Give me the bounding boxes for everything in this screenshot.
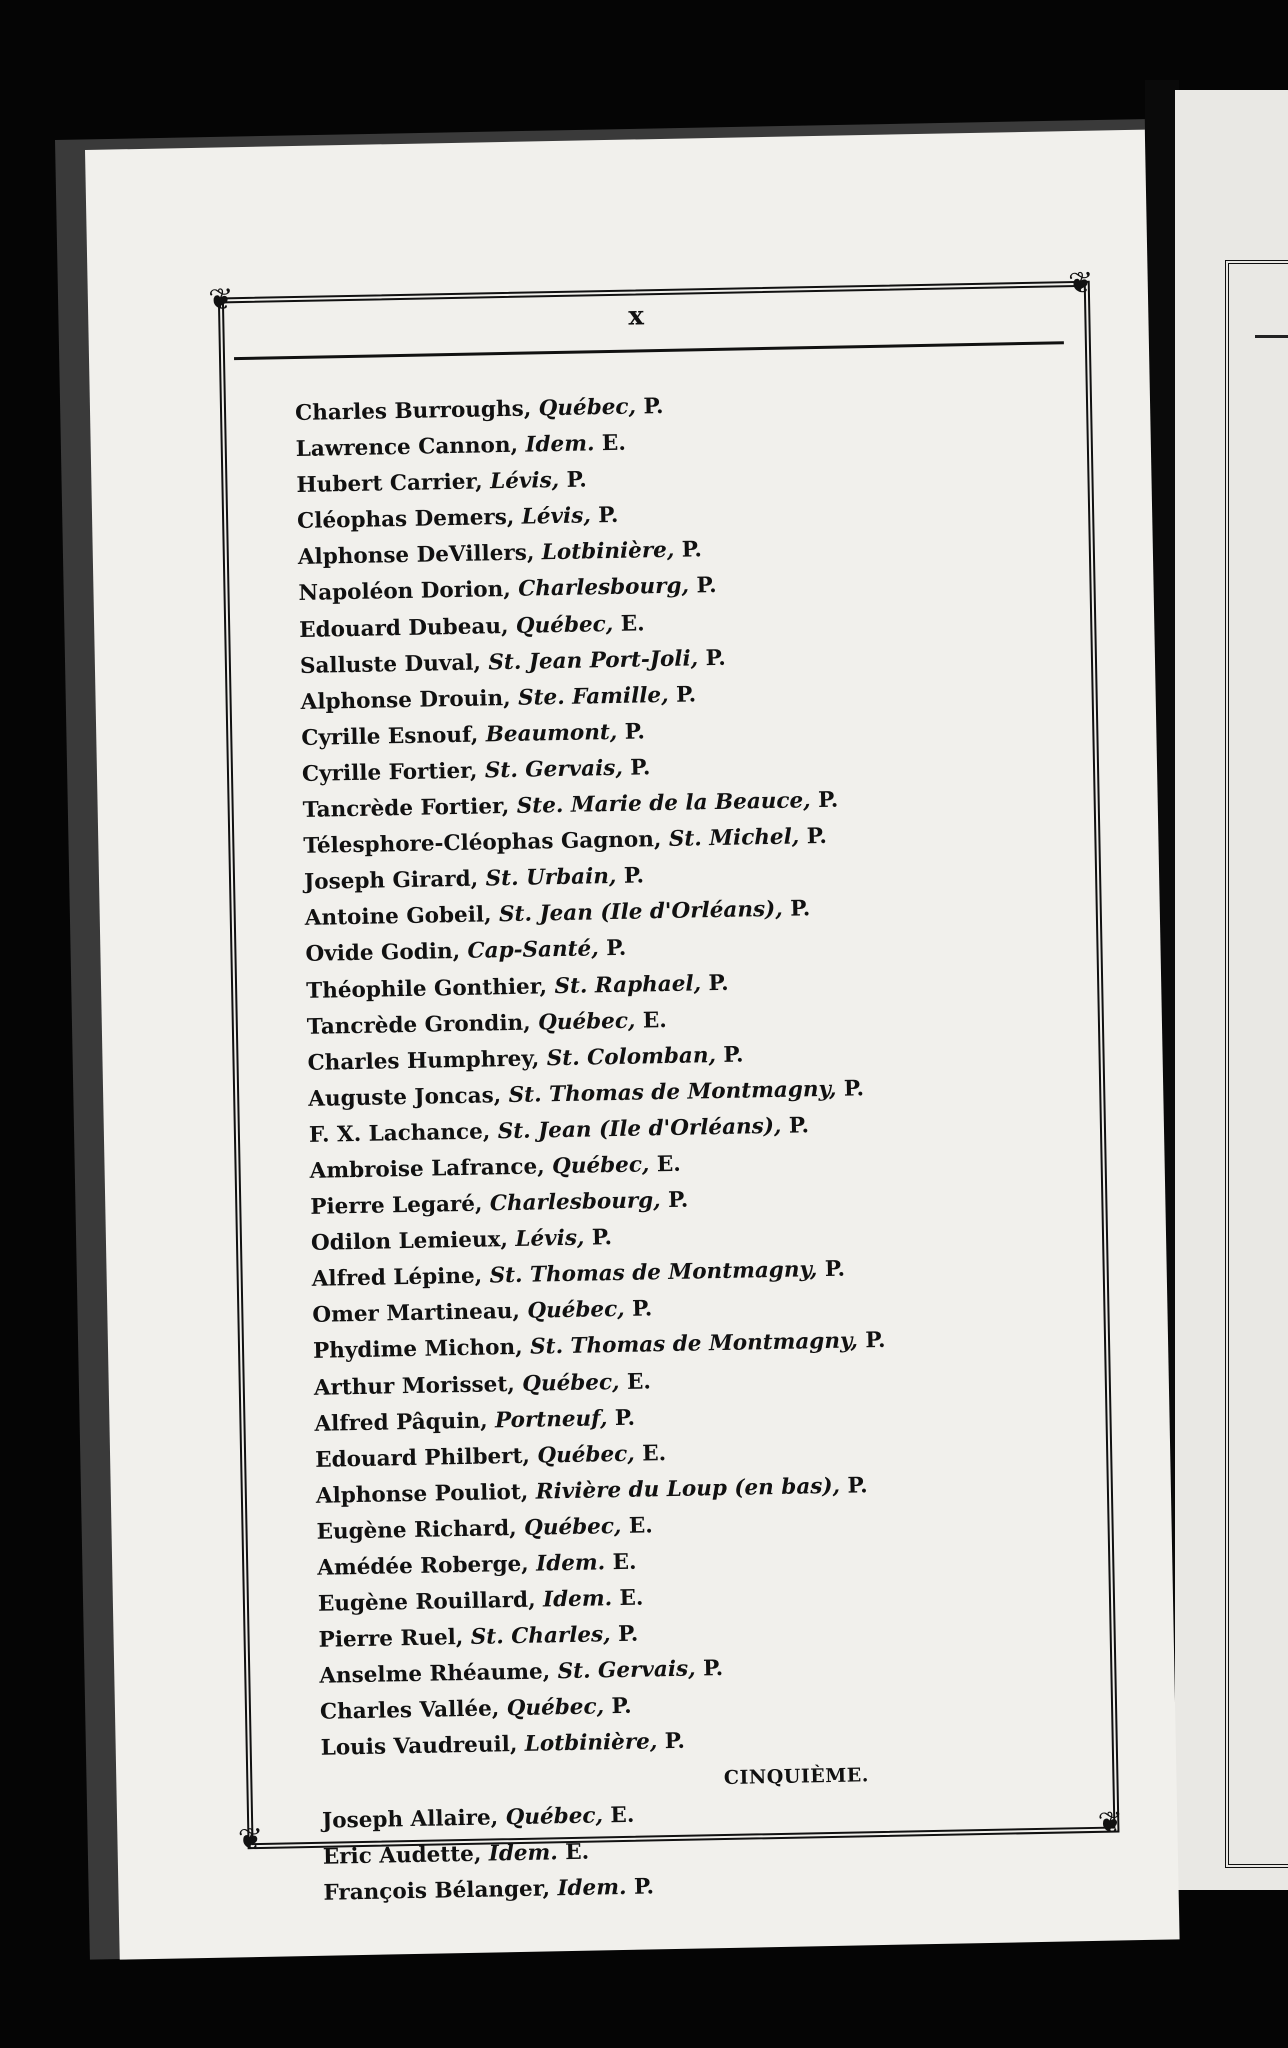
entry-name: Omer Martineau, (312, 1299, 528, 1329)
entry-name: Louis Vaudreuil, (320, 1732, 526, 1762)
entry-name: Edouard Philbert, (314, 1443, 538, 1473)
entry-name: Joseph Allaire, (321, 1804, 506, 1834)
entry-name: Arthur Morisset, (313, 1371, 523, 1401)
entry-place: St. Raphael, (554, 970, 709, 999)
entry-place: Québec, (538, 394, 644, 422)
entry-mark: P. (847, 1473, 868, 1499)
entry-place: St. Thomas de Montmagny, (489, 1257, 826, 1289)
entry-mark: P. (631, 1296, 653, 1323)
book-page (85, 130, 1180, 1960)
entry-mark: P. (723, 1042, 744, 1068)
entry-place: Québec, (505, 1802, 611, 1830)
entry-mark: E. (612, 1549, 637, 1576)
entry-name: Lawrence Cannon, (295, 432, 526, 463)
entry-name: Cléophas Demers, (296, 504, 523, 535)
entry-place: St. Jean Port-Joli, (488, 645, 706, 676)
entry-mark: E. (610, 1802, 635, 1828)
entry-name: Odilon Lemieux, (310, 1227, 516, 1257)
entry-place: St. Urbain, (485, 864, 625, 892)
entry-place: Lotbinière, (541, 537, 683, 566)
entry-name: Auguste Joncas, (308, 1082, 509, 1112)
entry-mark: E. (619, 1585, 644, 1612)
entry-mark: P. (643, 393, 664, 420)
ornament-corner-icon: ❦ (1097, 1805, 1124, 1841)
entry-place: Idem. (488, 1839, 566, 1867)
entry-name: Napoléon Dorion, (298, 577, 519, 607)
entry-place: Idem. (535, 1550, 613, 1577)
entry-place: Portneuf, (494, 1405, 616, 1433)
entry-name: Phydime Michon, (312, 1335, 531, 1365)
entry-place: Idem. (542, 1586, 620, 1613)
entry-name: Amédée Roberge, (317, 1551, 537, 1581)
entry-name: Alphonse Pouliot, (315, 1479, 536, 1509)
entry-place: Rivière du Loup (en bas), (535, 1473, 848, 1505)
facing-page-frame (1225, 260, 1288, 1868)
entry-place: Québec, (537, 1441, 643, 1469)
entry-place: Charlesbourg, (517, 573, 697, 603)
entry-name: Théophile Gonthier, (305, 973, 555, 1004)
entry-mark: P. (788, 1113, 810, 1139)
entry-name: François Bélanger, (323, 1876, 558, 1906)
entry-name: Charles Humphrey, (307, 1045, 547, 1076)
entry-place: Lévis, (489, 468, 567, 495)
entry-place: Lévis, (521, 503, 599, 530)
entry-name: Pierre Legaré, (310, 1191, 491, 1220)
entry-mark: P. (705, 645, 726, 671)
entry-mark: P. (630, 755, 651, 781)
entry-place: St. Michel, (668, 824, 807, 853)
entry-mark: E. (628, 1513, 653, 1539)
entry-place: Québec, (537, 1008, 644, 1036)
entry-place: Québec, (506, 1694, 612, 1722)
entry-name: Antoine Gobeil, (304, 902, 500, 932)
entry-place: St. Gervais, (557, 1656, 704, 1685)
entry-name: Pierre Ruel, (318, 1625, 472, 1653)
entry-mark: E. (626, 1368, 652, 1395)
entry-mark: P. (591, 1225, 613, 1251)
entry-name: Eugène Rouillard, (317, 1587, 544, 1617)
entry-name: Tancrède Fortier, (302, 793, 517, 823)
ornament-corner-icon: ❦ (237, 1821, 264, 1858)
entry-name: Alfred Lépine, (311, 1263, 490, 1293)
entry-place: St. Thomas de Montmagny, (529, 1328, 866, 1361)
entry-mark: P. (843, 1076, 865, 1102)
entry-name: Cyrille Fortier, (301, 758, 486, 787)
entry-mark: P. (617, 1621, 639, 1648)
entry-name: Cyrille Esnouf, (301, 722, 486, 751)
entry-name: Charles Burroughs, (294, 396, 539, 427)
entry-name: Hubert Carrier, (296, 469, 491, 499)
entry-mark: P. (611, 1694, 632, 1720)
entry-place: St. Jean (Ile d'Orléans), (498, 896, 791, 928)
entry-place: St. Jean (Ile d'Orléans), (497, 1113, 790, 1145)
entry-name: Charles Vallée, (319, 1696, 507, 1726)
entry-mark: E. (620, 610, 645, 637)
entry-place: Cap-Santé, (467, 936, 607, 965)
entry-name: Eric Audette, (322, 1841, 490, 1870)
facing-page-rule (1255, 335, 1288, 338)
entry-name: Alphonse DeVillers, (297, 540, 543, 571)
entry-mark: E. (601, 430, 627, 457)
entry-name: Salluste Duval, (299, 650, 489, 679)
entry-mark: P. (675, 682, 697, 708)
facing-page (1175, 90, 1288, 1890)
entry-name: Ovide Godin, (305, 939, 468, 968)
entry-place: Québec, (551, 1152, 658, 1180)
section-heading: CINQUIÈME. (723, 1763, 870, 1789)
entry-mark: P. (614, 1405, 636, 1431)
entry-name: F. X. Lachance, (308, 1119, 498, 1148)
entry-place: Idem. (525, 431, 603, 458)
entry-place: Lévis, (515, 1225, 593, 1253)
entry-place: St. Thomas de Montmagny, (508, 1076, 845, 1108)
entry-name: Edouard Dubeau, (299, 613, 517, 643)
page-number: x (628, 301, 645, 332)
entry-mark: E. (565, 1839, 590, 1865)
entry-name: Ambroise Lafrance, (309, 1154, 553, 1184)
entry-place: St. Gervais, (484, 755, 631, 784)
entry-mark: E. (642, 1007, 668, 1034)
entry-mark: P. (696, 573, 717, 599)
entry-mark: P. (817, 787, 839, 814)
entry-mark: P. (664, 1729, 686, 1755)
name-list (295, 381, 1084, 1911)
entry-name: Joseph Girard, (303, 866, 486, 896)
ornament-corner-icon: ❦ (207, 282, 234, 318)
entry-place: Ste. Famille, (517, 682, 677, 711)
entry-mark: E. (641, 1440, 667, 1467)
entry-mark: P. (633, 1874, 655, 1900)
entry-mark: P. (806, 824, 828, 850)
entry-mark: P. (566, 467, 587, 493)
entry-place: Charlesbourg, (489, 1188, 669, 1217)
entry-mark: E. (656, 1151, 682, 1178)
entry-name: Télesphore-Cléophas Gagnon, (303, 827, 670, 860)
entry-mark: P. (865, 1328, 886, 1354)
entry-mark: P. (708, 970, 729, 996)
entry-mark: P. (681, 537, 703, 563)
entry-mark: P. (824, 1256, 846, 1283)
entry-place: Québec, (521, 1369, 628, 1397)
entry-mark: P. (667, 1187, 689, 1214)
entry-mark: P. (702, 1656, 724, 1682)
entry-place: Idem. (557, 1874, 635, 1902)
entry-place: Lotbinière, (524, 1729, 666, 1758)
entry-name: Eugène Richard, (316, 1515, 525, 1545)
entry-place: St. Colomban, (546, 1042, 724, 1071)
entry-name: Anselme Rhéaume, (319, 1659, 558, 1690)
entry-name: Alphonse Drouin, (300, 685, 519, 715)
entry-place: Québec, (515, 611, 621, 639)
entry-mark: P. (624, 719, 646, 745)
entry-place: St. Charles, (470, 1622, 619, 1651)
entry-mark: P. (623, 863, 645, 890)
entry-mark: P. (605, 936, 627, 962)
entry-place: Québec, (523, 1513, 630, 1541)
entry-mark: P. (789, 896, 811, 922)
entry-name: Tancrède Grondin, (306, 1010, 539, 1040)
entry-mark: P. (598, 503, 619, 529)
entry-place: Québec, (527, 1297, 633, 1325)
ornament-corner-icon: ❦ (1067, 265, 1094, 302)
entry-place: Ste. Marie de la Beauce, (516, 788, 819, 819)
entry-place: Beaumont, (485, 719, 626, 748)
entry-name: Alfred Pâquin, (314, 1407, 496, 1437)
